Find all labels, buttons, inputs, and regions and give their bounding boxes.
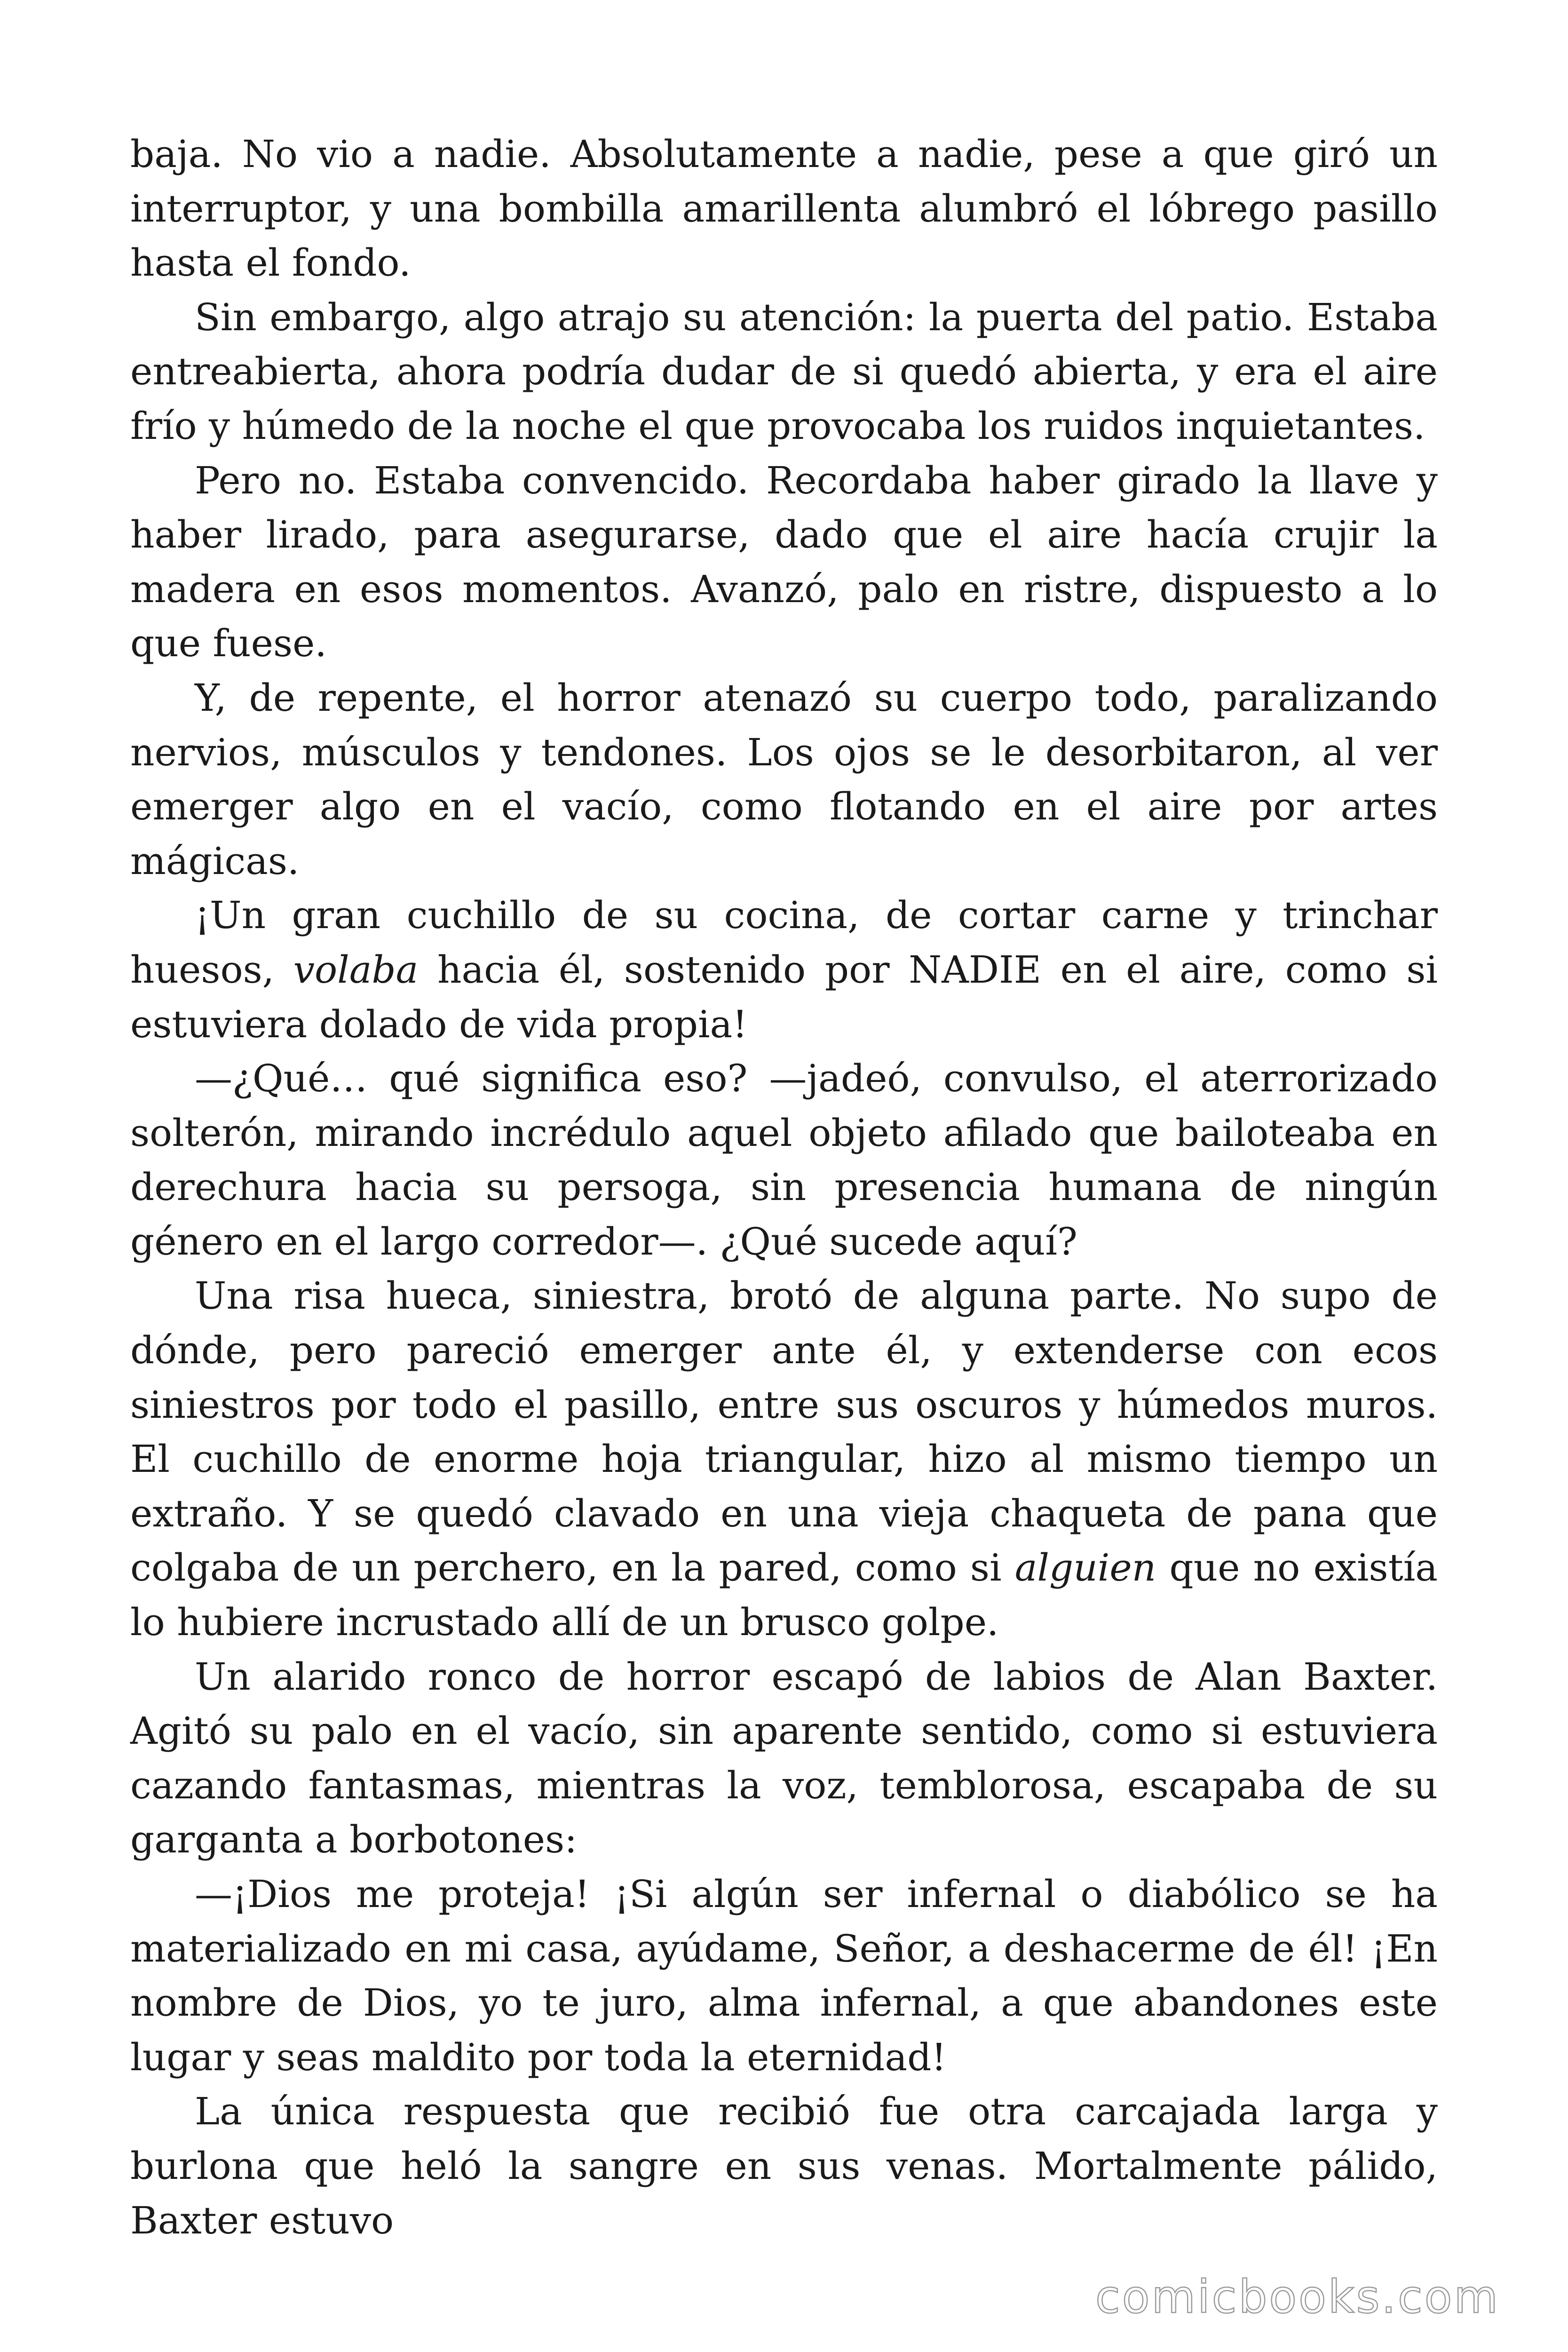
italic-text: alguien bbox=[1014, 1546, 1156, 1590]
text-run: La única respuesta que recibió fue otra carcajada larga y burlona que heló la sangre en sus venas. Mortalmente pálido, Baxter estuvo bbox=[130, 2090, 1438, 2242]
text-run: Pero no. Estaba convencido. Recordaba haber girado la llave y haber lirado, para asegurarse, dado que el aire hacía crujir la madera en esos momentos. Avanzó, palo en ristre, dispuesto a lo que fuese. bbox=[130, 458, 1438, 666]
paragraph bbox=[130, 1867, 1438, 2084]
text-run: hacia él, sostenido por NADIE en el aire, como si estuviera dolado de vida propia! bbox=[130, 947, 1438, 1046]
text-run: —¿Qué… qué significa eso? —jadeó, convulso, el aterrorizado solterón, mirando incrédulo aquel objeto afilado que bailoteaba en derechura hacia su persoga, sin presencia humana de ningún género en el largo corredor—. ¿Qué sucede aquí? bbox=[130, 1057, 1438, 1263]
text-run: ¡Un gran cuchillo de su cocina, de cortar carne y trinchar huesos, bbox=[130, 893, 1438, 992]
text-run: Sin embargo, algo atrajo su atención: la puerta del patio. Estaba entreabierta, ahora podría dudar de si quedó abierta, y era el aire frío y húmedo de la noche el que provocaba los ruidos inquietantes. bbox=[130, 295, 1438, 448]
paragraph bbox=[130, 453, 1438, 671]
body-text bbox=[130, 127, 1438, 2248]
paragraph bbox=[130, 671, 1438, 888]
paragraph bbox=[130, 2084, 1438, 2248]
paragraph bbox=[130, 1650, 1438, 1867]
paragraph bbox=[130, 127, 1438, 290]
paragraph bbox=[130, 1269, 1438, 1649]
italic-text: volaba bbox=[293, 947, 419, 992]
text-run: Y, de repente, el horror atenazó su cuerpo todo, paralizando nervios, músculos y tendones. Los ojos se le desorbitaron, al ver emerger algo en el vacío, como flotando en el aire por artes mágicas. bbox=[130, 675, 1438, 883]
paragraph bbox=[130, 1051, 1438, 1269]
paragraph bbox=[130, 888, 1438, 1051]
paragraph bbox=[130, 290, 1438, 453]
text-run: —¡Dios me proteja! ¡Si algún ser infernal o diabólico se ha materializado en mi casa, ayúdame, Señor, a deshacerme de él! ¡En nombre de Dios, yo te juro, alma infernal, a que abandones este lugar y seas maldito por toda la eternidad! bbox=[130, 1872, 1438, 2079]
text-run: Un alarido ronco de horror escapó de labios de Alan Baxter. Agitó su palo en el vacío, sin aparente sentido, como si estuviera cazando fantasmas, mientras la voz, temblorosa, escapaba de su garganta a borbotones: bbox=[130, 1654, 1438, 1862]
text-run: baja. No vio a nadie. Absolutamente a nadie, pese a que giró un interruptor, y una bombilla amarillenta alumbró el lóbrego pasillo hasta el fondo. bbox=[130, 132, 1438, 285]
text-run: Una risa hueca, siniestra, brotó de alguna parte. No supo de dónde, pero pareció emerger ante él, y extenderse con ecos siniestros por todo el pasillo, entre sus oscuros y húmedos muros. El cuchillo de enorme hoja triangular, hizo al mismo tiempo un extraño. Y se quedó clavado en una vieja chaqueta de pana que colgaba de un perchero, en la pared, como si bbox=[130, 1274, 1438, 1590]
watermark-logo: comicbooks.com bbox=[1095, 2271, 1500, 2323]
text-run: que no existía lo hubiere incrustado allí de un brusco golpe. bbox=[130, 1546, 1438, 1645]
